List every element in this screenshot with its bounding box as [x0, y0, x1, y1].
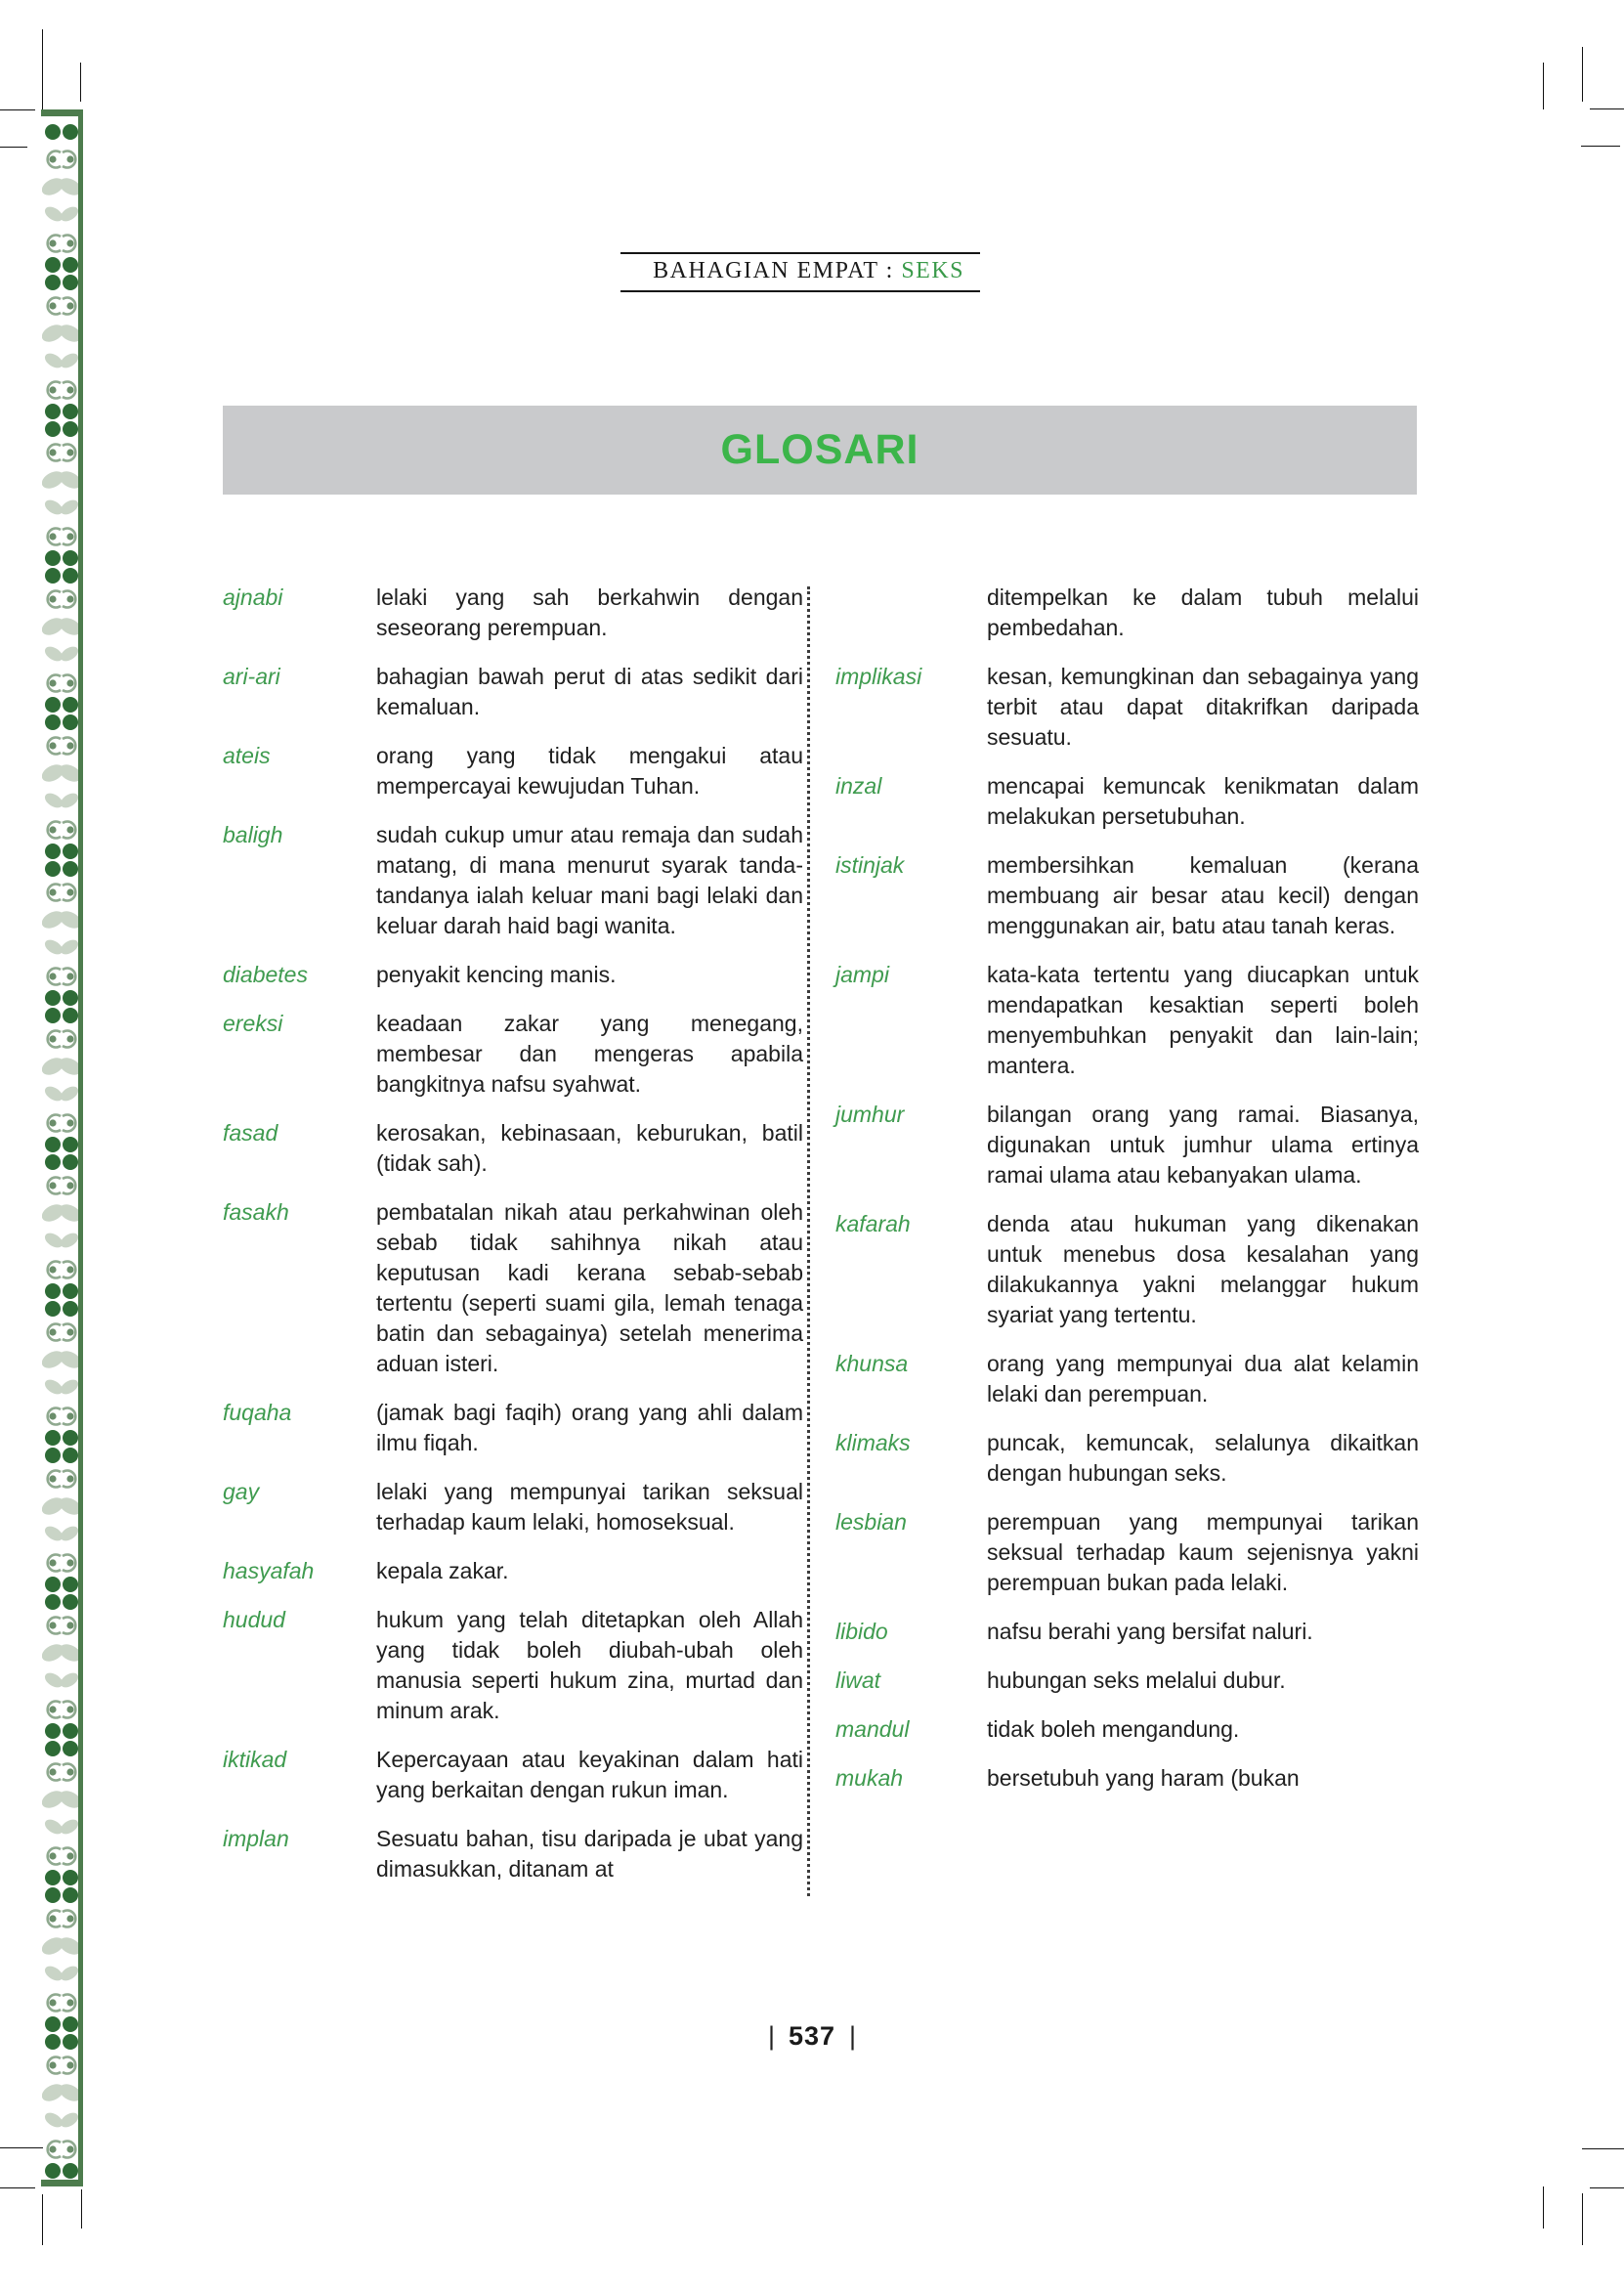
glossary-entry — [835, 1714, 1419, 1745]
glossary-term: jampi — [835, 962, 889, 987]
crop-mark — [1543, 63, 1544, 109]
glossary-definition: Kepercayaan atau keyakinan dalam hati yang berkaitan dengan rukun iman. — [376, 1747, 803, 1802]
crop-mark — [0, 147, 27, 148]
glossary-entry — [835, 1100, 1419, 1190]
glossary-term: baligh — [223, 822, 283, 847]
glossary-term: ajnabi — [223, 584, 283, 610]
glossary-entry — [223, 820, 803, 941]
crop-mark — [1590, 108, 1624, 109]
glossary-definition: lelaki yang sah berkahwin dengan seseorang perempuan. — [376, 584, 803, 640]
glossary-entry — [223, 741, 803, 801]
footer-bar-left: | — [767, 2021, 775, 2051]
crop-mark — [1590, 2187, 1624, 2188]
glossary-term: diabetes — [223, 962, 308, 987]
column-divider — [807, 586, 810, 1896]
crop-mark — [42, 2194, 43, 2245]
page-title: GLOSARI — [720, 426, 919, 473]
glossary-column-right — [835, 583, 1419, 1812]
glossary-term: fasad — [223, 1120, 278, 1146]
crop-mark — [0, 109, 35, 110]
decorative-border — [41, 109, 82, 2186]
glossary-term: ateis — [223, 743, 271, 768]
glossary-term: liwat — [835, 1667, 881, 1693]
glossary-entry — [835, 662, 1419, 753]
glossary-term — [835, 583, 987, 643]
glossary-term: inzal — [835, 773, 882, 799]
glossary-definition: hubungan seks melalui dubur. — [987, 1667, 1286, 1693]
glossary-entry — [223, 583, 803, 643]
crop-mark — [1581, 146, 1620, 147]
glossary-entry — [223, 1477, 803, 1537]
glossary-entry — [835, 771, 1419, 832]
crop-mark — [1582, 2193, 1583, 2245]
glossary-definition: kerosakan, kebinasaan, keburukan, batil (tidak sah). — [376, 1120, 803, 1176]
glossary-term: klimaks — [835, 1430, 911, 1455]
glossary-definition: nafsu berahi yang bersifat naluri. — [987, 1619, 1313, 1644]
glossary-term: jumhur — [835, 1102, 905, 1127]
glossary-entry — [835, 850, 1419, 941]
glossary-definition: sudah cukup umur atau remaja dan sudah matang, di mana menurut syarak tanda-tandanya ialah keluar mani bagi lelaki dan keluar darah haid bagi wanita. — [376, 822, 803, 938]
glossary-term: lesbian — [835, 1509, 907, 1535]
glossary-definition: pembatalan nikah atau perkahwinan oleh sebab tidak sahihnya nikah atau keputusan kadi kerana sebab-sebab tertentu (seperti suami gila, lemah tenaga batin dan sebagainya) setelah menerima aduan isteri. — [376, 1199, 803, 1376]
glossary-entry — [223, 960, 803, 990]
glossary-definition: penyakit kencing manis. — [376, 962, 617, 987]
glossary-definition: orang yang tidak mengakui atau mempercayai kewujudan Tuhan. — [376, 743, 803, 799]
running-header-section: SEKS — [901, 258, 964, 283]
glossary-definition: kepala zakar. — [376, 1558, 509, 1583]
glossary-entry — [223, 1118, 803, 1179]
glossary-term: ereksi — [223, 1011, 283, 1036]
glossary-banner — [223, 406, 1417, 495]
glossary-entry — [223, 1605, 803, 1726]
glossary-definition: orang yang mempunyai dua alat kelamin lelaki dan perempuan. — [987, 1351, 1419, 1407]
glossary-definition: kata-kata tertentu yang diucapkan untuk mendapatkan kesaktian seperti boleh menyembuhkan penyakit dan lain-lain; mantera. — [987, 962, 1419, 1078]
crop-mark — [1582, 2148, 1624, 2149]
glossary-entry — [835, 583, 1419, 643]
glossary-entry — [835, 1428, 1419, 1489]
page-number: 537 — [788, 2021, 836, 2051]
glossary-term: hasyafah — [223, 1558, 315, 1583]
glossary-entry — [223, 1824, 803, 1884]
footer-bar-right: | — [849, 2021, 857, 2051]
glossary-definition: bersetubuh yang haram (bukan — [987, 1765, 1300, 1791]
glossary-entry — [223, 1745, 803, 1805]
crop-mark — [42, 29, 43, 109]
glossary-term: gay — [223, 1479, 260, 1504]
glossary-definition: tidak boleh mengandung. — [987, 1716, 1240, 1742]
page-footer — [0, 2021, 1624, 2052]
glossary-entry — [223, 1398, 803, 1458]
glossary-term: khunsa — [835, 1351, 909, 1376]
glossary-term: ari-ari — [223, 664, 280, 689]
glossary-definition: membersihkan kemaluan (kerana membuang air besar atau kecil) dengan menggunakan air, batu atau tanah keras. — [987, 852, 1419, 938]
glossary-term: fuqaha — [223, 1400, 292, 1425]
glossary-term: implan — [223, 1826, 289, 1851]
glossary-definition: keadaan zakar yang menegang, membesar dan mengeras apabila bangkitnya nafsu syahwat. — [376, 1011, 803, 1097]
glossary-entry — [835, 1666, 1419, 1696]
glossary-term: kafarah — [835, 1211, 911, 1236]
running-header-label: BAHAGIAN EMPAT : — [653, 258, 902, 283]
ornament-pattern — [41, 116, 82, 2186]
crop-mark — [81, 2189, 82, 2229]
glossary-definition: lelaki yang mempunyai tarikan seksual terhadap kaum lelaki, homoseksual. — [376, 1479, 803, 1535]
glossary-column-left — [223, 583, 803, 1903]
glossary-term: libido — [835, 1619, 888, 1644]
glossary-definition: hukum yang telah ditetapkan oleh Allah yang tidak boleh diubah-ubah oleh manusia seperti hukum zina, murtad dan minum arak. — [376, 1607, 803, 1723]
crop-mark — [80, 63, 81, 102]
glossary-definition: ditempelkan ke dalam tubuh melalui pembedahan. — [987, 584, 1419, 640]
glossary-definition: perempuan yang mempunyai tarikan seksual terhadap kaum sejenisnya yakni perempuan bukan pada lelaki. — [987, 1509, 1419, 1595]
running-header — [620, 252, 980, 292]
glossary-definition: Sesuatu bahan, tisu daripada je ubat yang dimasukkan, ditanam at — [376, 1826, 803, 1882]
glossary-term: fasakh — [223, 1199, 289, 1225]
glossary-definition: denda atau hukuman yang dikenakan untuk menebus dosa kesalahan yang dilakukannya yakni melanggar hukum syariat yang tertentu. — [987, 1211, 1419, 1327]
crop-mark — [1582, 47, 1583, 102]
glossary-definition: puncak, kemuncak, selalunya dikaitkan dengan hubungan seks. — [987, 1430, 1419, 1486]
crop-mark — [0, 2147, 43, 2148]
glossary-term: implikasi — [835, 664, 922, 689]
glossary-entry — [223, 1556, 803, 1586]
glossary-entry — [835, 1507, 1419, 1598]
glossary-entry — [223, 1009, 803, 1100]
glossary-definition: kesan, kemungkinan dan sebagainya yang terbit atau dapat ditakrifkan daripada sesuatu. — [987, 664, 1419, 750]
glossary-definition: bahagian bawah perut di atas sedikit dari kemaluan. — [376, 664, 803, 719]
glossary-entry — [223, 1197, 803, 1379]
glossary-definition: (jamak bagi faqih) orang yang ahli dalam ilmu fiqah. — [376, 1400, 803, 1455]
crop-mark — [1543, 2186, 1544, 2229]
glossary-definition: mencapai kemuncak kenikmatan dalam melakukan persetubuhan. — [987, 773, 1419, 829]
glossary-entry — [835, 960, 1419, 1081]
glossary-term: mukah — [835, 1765, 904, 1791]
glossary-term: mandul — [835, 1716, 910, 1742]
glossary-entry — [835, 1763, 1419, 1794]
glossary-entry — [223, 662, 803, 722]
glossary-definition: bilangan orang yang ramai. Biasanya, digunakan untuk jumhur ulama ertinya ramai ulama atau kebanyakan ulama. — [987, 1102, 1419, 1188]
crop-mark — [0, 2187, 35, 2188]
glossary-entry — [835, 1617, 1419, 1647]
glossary-term: istinjak — [835, 852, 905, 878]
glossary-term: hudud — [223, 1607, 285, 1632]
glossary-term: iktikad — [223, 1747, 287, 1772]
border-vertical-line — [78, 109, 83, 2186]
glossary-entry — [835, 1349, 1419, 1409]
glossary-entry — [835, 1209, 1419, 1330]
